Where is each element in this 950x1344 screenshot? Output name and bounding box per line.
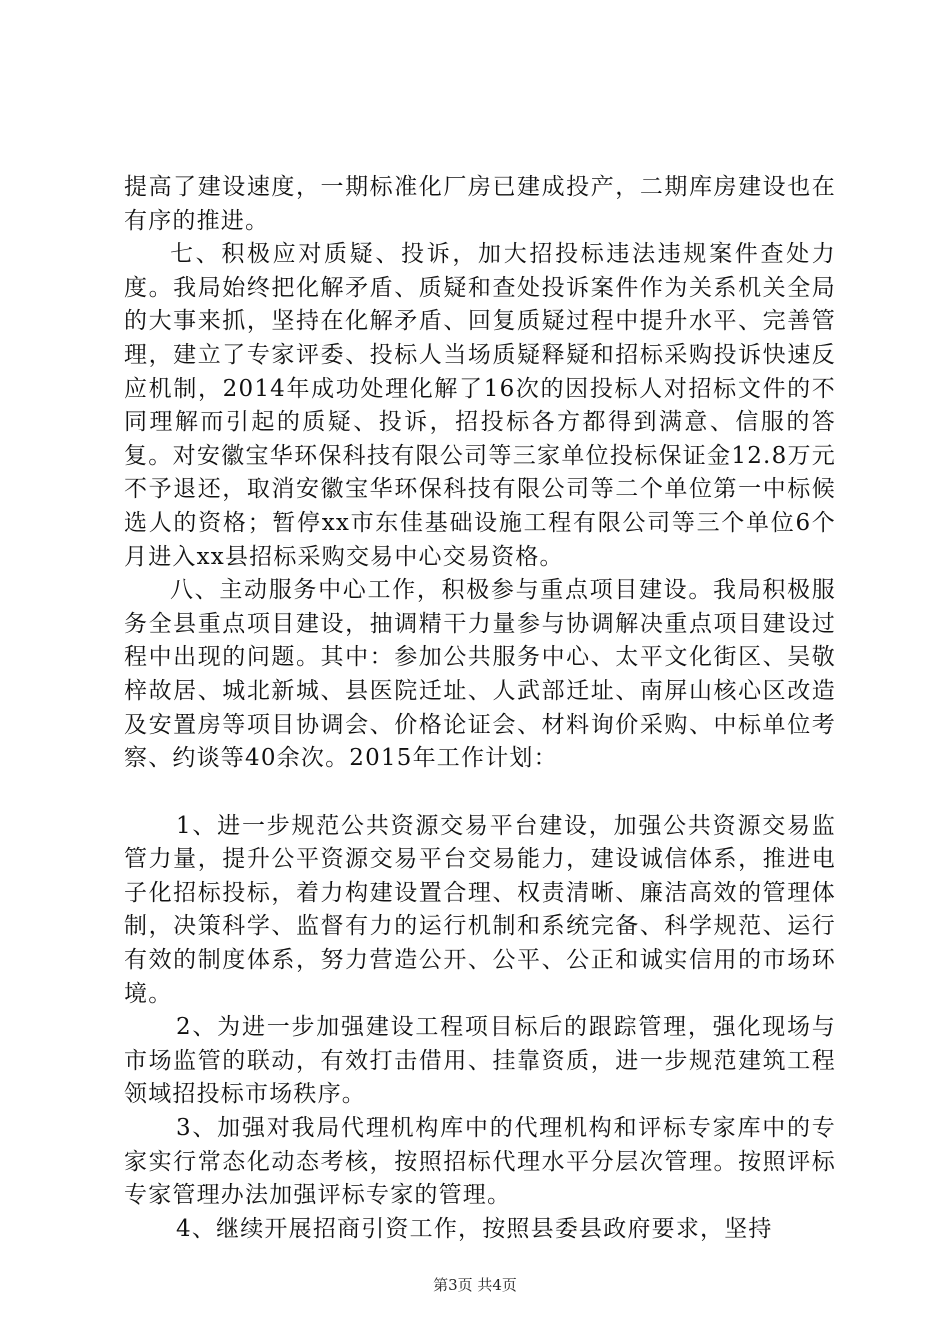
paragraph-plan-item-1: 1、进一步规范公共资源交易平台建设，加强公共资源交易监管力量，提升公平资源交易平台交易能力，建设诚信体系，推进电子化招标投标，着力构建设置合理、权责清晰、廉洁高效的管理体制，决策科学、监督有力的运行机制和系统完备、科学规范、运行有效的制度体系，努力营造公开、公平、公正和诚实信用的市场环境。 <box>124 812 836 1007</box>
document-body <box>124 171 836 1246</box>
paragraph-section-eight: 八、主动服务中心工作，积极参与重点项目建设。我局积极服务全县重点项目建设，抽调精干力量参与协调解决重点项目建设过程中出现的问题。其中：参加公共服务中心、太平文化街区、吴敬梓故居、城北新城、县医院迁址、人武部迁址、南屏山核心区改造及安置房等项目协调会、价格论证会、材料询价采购、中标单位考察、约谈等40余次。2015年工作计划： <box>124 577 836 772</box>
page-number-label: 第3页 共4页 <box>433 1276 517 1294</box>
paragraph-continuation: 提高了建设速度，一期标准化厂房已建成投产，二期库房建设也在有序的推进。 <box>124 174 836 234</box>
paragraph-section-seven: 七、积极应对质疑、投诉，加大招投标违法违规案件查处力度。我局始终把化解矛盾、质疑和查处投诉案件作为关系机关全局的大事来抓，坚持在化解矛盾、回复质疑过程中提升水平、完善管理，建立了专家评委、投标人当场质疑释疑和招标采购投诉快速反应机制，2014年成功处理化解了16次的因投标人对招标文件的不同理解而引起的质疑、投诉，招投标各方都得到满意、信服的答复。对安徽宝华环保科技有限公司等三家单位投标保证金12.8万元不予退还，取消安徽宝华环保科技有限公司等二个单位第一中标候选人的资格；暂停xx市东佳基础设施工程有限公司等三个单位6个月进入xx县招标采购交易中心交易资格。 <box>124 241 836 570</box>
paragraph-plan-item-2: 2、为进一步加强建设工程项目标后的跟踪管理，强化现场与市场监管的联动，有效打击借用、挂靠资质，进一步规范建筑工程领域招投标市场秩序。 <box>124 1014 836 1108</box>
paragraph-plan-item-3: 3、加强对我局代理机构库中的代理机构和评标专家库中的专家实行常态化动态考核，按照招标代理水平分层次管理。按照评标专家管理办法加强评标专家的管理。 <box>124 1115 836 1209</box>
paragraph-plan-item-4: 4、继续开展招商引资工作，按照县委县政府要求，坚持 <box>176 1215 773 1242</box>
page-footer <box>0 1275 950 1295</box>
